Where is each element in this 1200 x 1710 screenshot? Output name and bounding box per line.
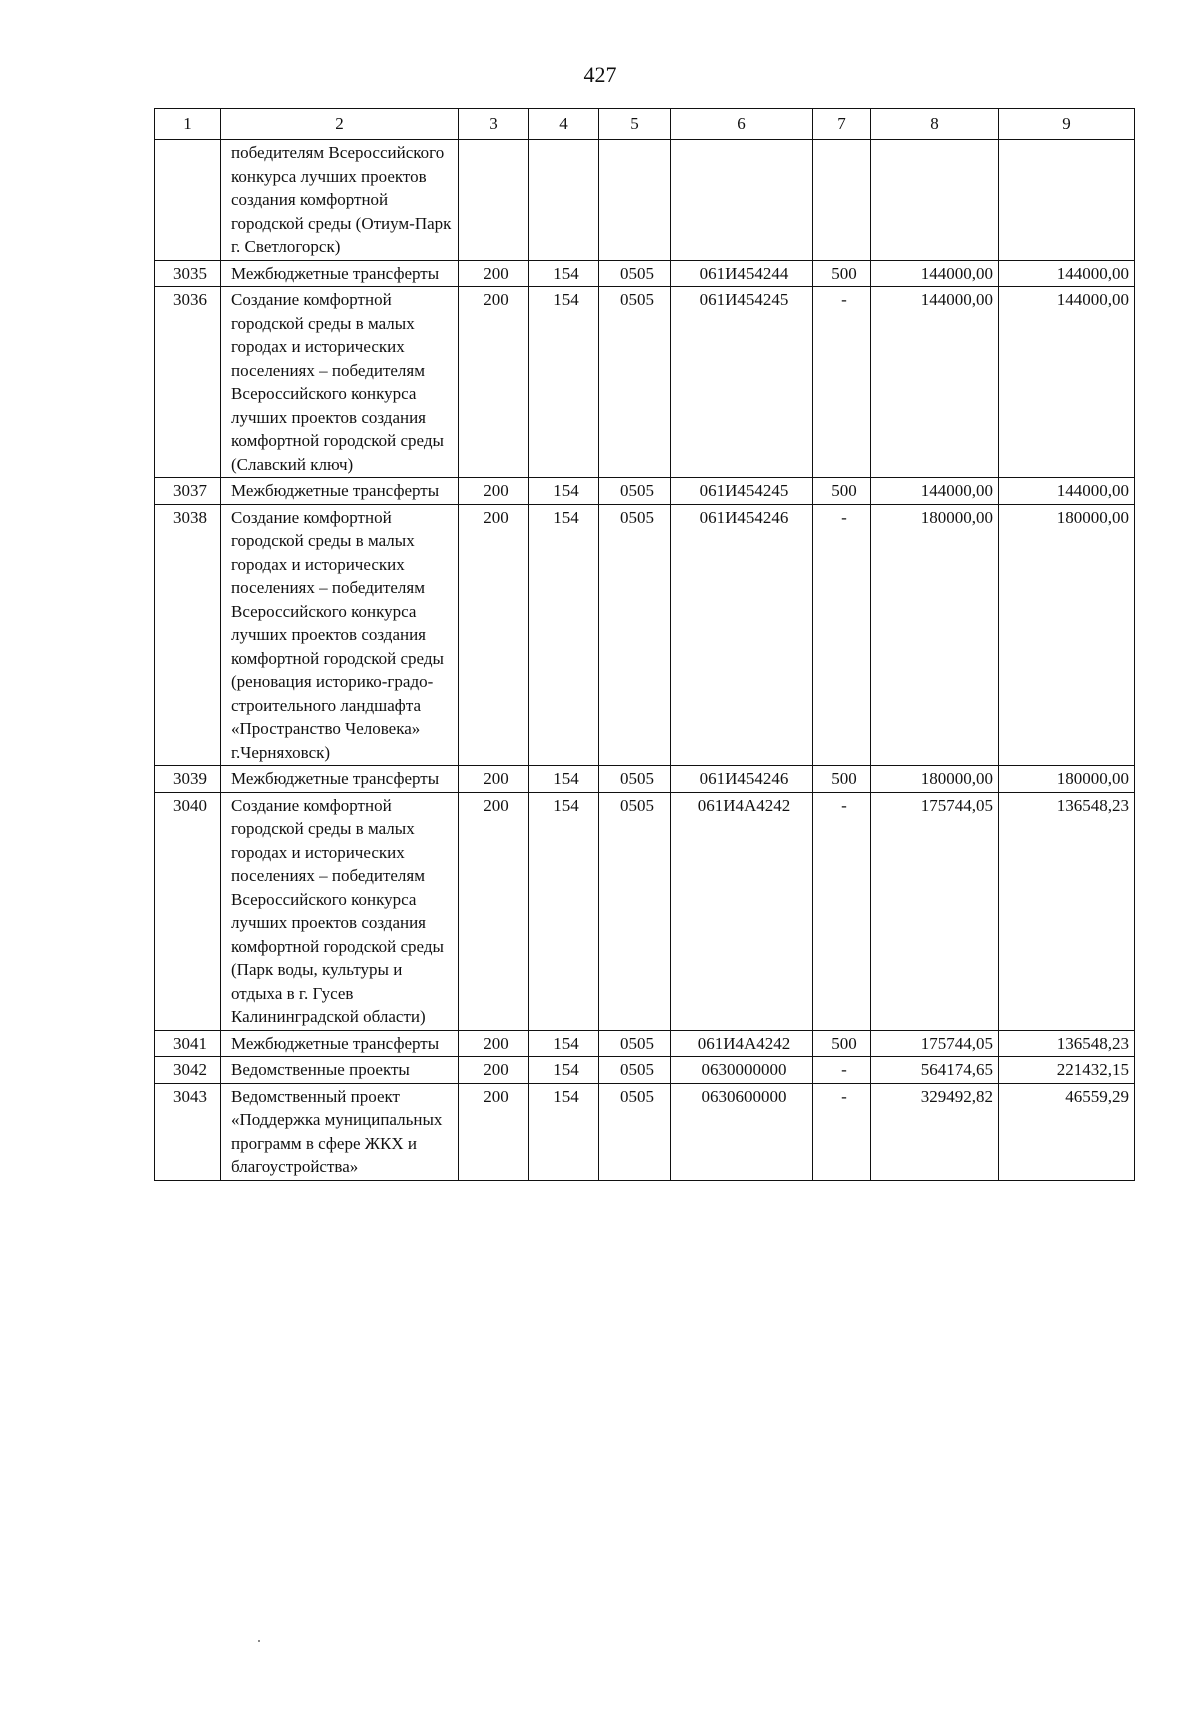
cell-col8: 175744,05 [871, 1030, 999, 1057]
row-name: Ведомственный проект «Поддержка муниципальных программ в сфере ЖКХ и благоустройства» [221, 1083, 459, 1180]
cell-col3: 200 [459, 766, 529, 793]
cell-col7: - [813, 287, 871, 478]
table-row [155, 504, 1135, 766]
table-row [155, 1083, 1135, 1180]
row-number: 3040 [155, 792, 221, 1030]
row-name: победителям Всероссийского конкурса лучших проектов создания комфортной городской среды (Отиум-Парк г. Светлогорск) [221, 140, 459, 261]
budget-table [154, 108, 1135, 1181]
cell-col9: 180000,00 [999, 766, 1135, 793]
row-name: Создание комфортной городской среды в малых городах и исторических поселениях – победителям Всероссийского конкурса лучших проектов создания комфортной городской среды (Славский ключ) [221, 287, 459, 478]
table-header-row [155, 109, 1135, 140]
cell-col3: 200 [459, 1083, 529, 1180]
cell-col4: 154 [529, 478, 599, 505]
cell-col5: 0505 [599, 1030, 671, 1057]
cell-col7: 500 [813, 260, 871, 287]
cell-col8: 180000,00 [871, 766, 999, 793]
cell-col4: 154 [529, 287, 599, 478]
row-name: Создание комфортной городской среды в малых городах и исторических поселениях – победителям Всероссийского конкурса лучших проектов создания комфортной городской среды (Парк воды, культуры и отдыха в г. Гусев Калининградской области) [221, 792, 459, 1030]
table-row [155, 140, 1135, 261]
cell-col6: 061И454245 [671, 478, 813, 505]
cell-col6: 061И454244 [671, 260, 813, 287]
row-number: 3041 [155, 1030, 221, 1057]
cell-col7: - [813, 1083, 871, 1180]
cell-col5 [599, 140, 671, 261]
row-number: 3038 [155, 504, 221, 766]
cell-col9: 136548,23 [999, 1030, 1135, 1057]
row-name: Ведомственные проекты [221, 1057, 459, 1084]
cell-col4: 154 [529, 1030, 599, 1057]
cell-col3: 200 [459, 287, 529, 478]
table-row [155, 260, 1135, 287]
table-row [155, 1030, 1135, 1057]
cell-col5: 0505 [599, 1057, 671, 1084]
column-header: 1 [155, 109, 221, 140]
cell-col9: 144000,00 [999, 478, 1135, 505]
cell-col5: 0505 [599, 792, 671, 1030]
cell-col9: 221432,15 [999, 1057, 1135, 1084]
cell-col3: 200 [459, 260, 529, 287]
cell-col7: 500 [813, 766, 871, 793]
cell-col8: 329492,82 [871, 1083, 999, 1180]
cell-col4 [529, 140, 599, 261]
row-number: 3037 [155, 478, 221, 505]
row-number: 3039 [155, 766, 221, 793]
row-name: Межбюджетные трансферты [221, 260, 459, 287]
table-row [155, 478, 1135, 505]
row-number: 3043 [155, 1083, 221, 1180]
column-header: 5 [599, 109, 671, 140]
cell-col8: 144000,00 [871, 260, 999, 287]
cell-col8: 180000,00 [871, 504, 999, 766]
cell-col3: 200 [459, 1030, 529, 1057]
cell-col7: - [813, 1057, 871, 1084]
cell-col4: 154 [529, 1083, 599, 1180]
cell-col4: 154 [529, 260, 599, 287]
cell-col9: 180000,00 [999, 504, 1135, 766]
cell-col9: 46559,29 [999, 1083, 1135, 1180]
cell-col5: 0505 [599, 260, 671, 287]
row-number: 3036 [155, 287, 221, 478]
cell-col9: 144000,00 [999, 287, 1135, 478]
cell-col9: 136548,23 [999, 792, 1135, 1030]
cell-col6: 061И454245 [671, 287, 813, 478]
table-row [155, 766, 1135, 793]
cell-col6: 061И454246 [671, 766, 813, 793]
cell-col4: 154 [529, 766, 599, 793]
cell-col6 [671, 140, 813, 261]
cell-col3: 200 [459, 478, 529, 505]
cell-col6: 061И4А4242 [671, 1030, 813, 1057]
cell-col6: 061И4А4242 [671, 792, 813, 1030]
cell-col7: - [813, 792, 871, 1030]
cell-col7: - [813, 504, 871, 766]
scan-speck [258, 1640, 260, 1642]
row-number: 3035 [155, 260, 221, 287]
cell-col8: 144000,00 [871, 287, 999, 478]
row-name: Межбюджетные трансферты [221, 766, 459, 793]
cell-col7 [813, 140, 871, 261]
cell-col4: 154 [529, 504, 599, 766]
page-number: 427 [583, 62, 617, 87]
column-header: 8 [871, 109, 999, 140]
table-row [155, 1057, 1135, 1084]
cell-col5: 0505 [599, 287, 671, 478]
column-header: 4 [529, 109, 599, 140]
cell-col3: 200 [459, 504, 529, 766]
column-header: 3 [459, 109, 529, 140]
table-row [155, 792, 1135, 1030]
row-name: Межбюджетные трансферты [221, 1030, 459, 1057]
column-header: 9 [999, 109, 1135, 140]
table-row [155, 287, 1135, 478]
cell-col7: 500 [813, 478, 871, 505]
row-name: Создание комфортной городской среды в малых городах и исторических поселениях – победителям Всероссийского конкурса лучших проектов создания комфортной городской среды (реновация историко-градо-строительного ландшафта «Пространство Человека» г.Черняховск) [221, 504, 459, 766]
cell-col6: 0630600000 [671, 1083, 813, 1180]
cell-col3: 200 [459, 792, 529, 1030]
column-header: 7 [813, 109, 871, 140]
row-name: Межбюджетные трансферты [221, 478, 459, 505]
column-header: 2 [221, 109, 459, 140]
cell-col8: 175744,05 [871, 792, 999, 1030]
cell-col5: 0505 [599, 1083, 671, 1180]
cell-col4: 154 [529, 792, 599, 1030]
cell-col5: 0505 [599, 504, 671, 766]
row-number [155, 140, 221, 261]
cell-col7: 500 [813, 1030, 871, 1057]
cell-col3 [459, 140, 529, 261]
cell-col8 [871, 140, 999, 261]
cell-col6: 0630000000 [671, 1057, 813, 1084]
column-header: 6 [671, 109, 813, 140]
cell-col9 [999, 140, 1135, 261]
cell-col8: 564174,65 [871, 1057, 999, 1084]
cell-col3: 200 [459, 1057, 529, 1084]
row-number: 3042 [155, 1057, 221, 1084]
cell-col6: 061И454246 [671, 504, 813, 766]
cell-col9: 144000,00 [999, 260, 1135, 287]
cell-col4: 154 [529, 1057, 599, 1084]
cell-col5: 0505 [599, 766, 671, 793]
cell-col8: 144000,00 [871, 478, 999, 505]
cell-col5: 0505 [599, 478, 671, 505]
